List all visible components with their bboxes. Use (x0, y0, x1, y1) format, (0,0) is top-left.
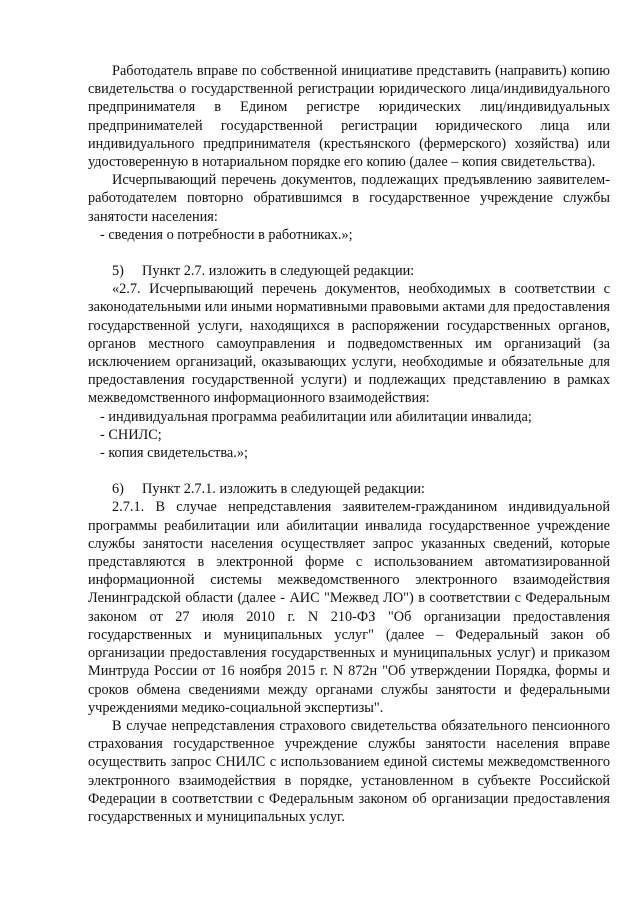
paragraph-document-list: Исчерпывающий перечень документов, подлежащих предъявлению заявителем-работодателем повторно обратившимся в государственное учреждение службы занятости населения: (88, 172, 610, 225)
item-5-list-3: - копия свидетельства.»; (100, 445, 248, 462)
item-5-list-1: - индивидуальная программа реабилитации или абилитации инвалида; (100, 408, 532, 425)
item-6-title: Пункт 2.7.1. изложить в следующей редакции: (142, 481, 425, 498)
list-item-worker-needs: - сведения о потребности в работниках.»; (100, 226, 353, 243)
item-6-number: 6) (112, 481, 124, 498)
item-5-list-2: - СНИЛС; (100, 426, 162, 443)
item-5-title: Пункт 2.7. изложить в следующей редакции: (142, 263, 415, 280)
item-6-body-2: В случае непредставления страхового свидетельства обязательного пенсионного страхования государственное учреждение службы занятости населения вправе осуществить запрос СНИЛС с использованием единой системы межведомственного электронного взаимодействия в порядке, установленном в субъекте Российской Федерации в соответствии с Федеральным законом об организации предоставления государственных и муниципальных услуг. (88, 717, 610, 825)
paragraph-employer-certificate: Работодатель вправе по собственной инициативе представить (направить) копию свидетельства о государственной регистрации юридического лица/индивидуального предпринимателя в Едином регистре юридических лиц/индивидуальных предпринимателей государственной регистрации юридического лица или индивидуального предпринимателя (крестьянского (фермерского) хозяйства) или удостоверенную в нотариальном порядке его копию (далее – копия свидетельства). (88, 63, 610, 171)
item-6-body-1: 2.7.1. В случае непредставления заявителем-гражданином индивидуальной программы реабилитации или абилитации инвалида государственное учреждение службы занятости населения осуществляет запрос указанных сведений, которые представляются в электронной форме с использованием автоматизированной информационной системы межведомственного электронного взаимодействия Ленинградской области (далее - АИС "Межвед ЛО") в соответствии с Федеральным законом от 27 июля 2010 г. N 210-ФЗ "Об организации предоставления государственных и муниципальных услуг" (далее – Федеральный закон об организации предоставления государственных и муниципальных услуг) и приказом Минтруда России от 16 ноября 2015 г. N 872н "Об утверждении Порядка, формы и сроков обмена сведениями между органами службы занятости и федеральными учреждениями медико-социальной экспертизы". (88, 499, 610, 716)
spacer (88, 244, 610, 262)
item-5-number: 5) (112, 263, 124, 280)
item-6-heading (88, 480, 610, 498)
document-page (88, 62, 610, 826)
item-5-heading (88, 262, 610, 280)
item-5-body: «2.7. Исчерпывающий перечень документов, необходимых в соответствии с законодательными или иными нормативными правовыми актами для предоставления государственной услуги, находящихся в распоряжении государственных органов, органов местного самоуправления и подведомственных им организаций (за исключением организаций, оказывающих услуги, необходимые и обязательные для предоставления государственной услуги) и подлежащих представлению в рамках межведомственного информационного взаимодействия: (88, 281, 610, 407)
spacer (88, 462, 610, 480)
